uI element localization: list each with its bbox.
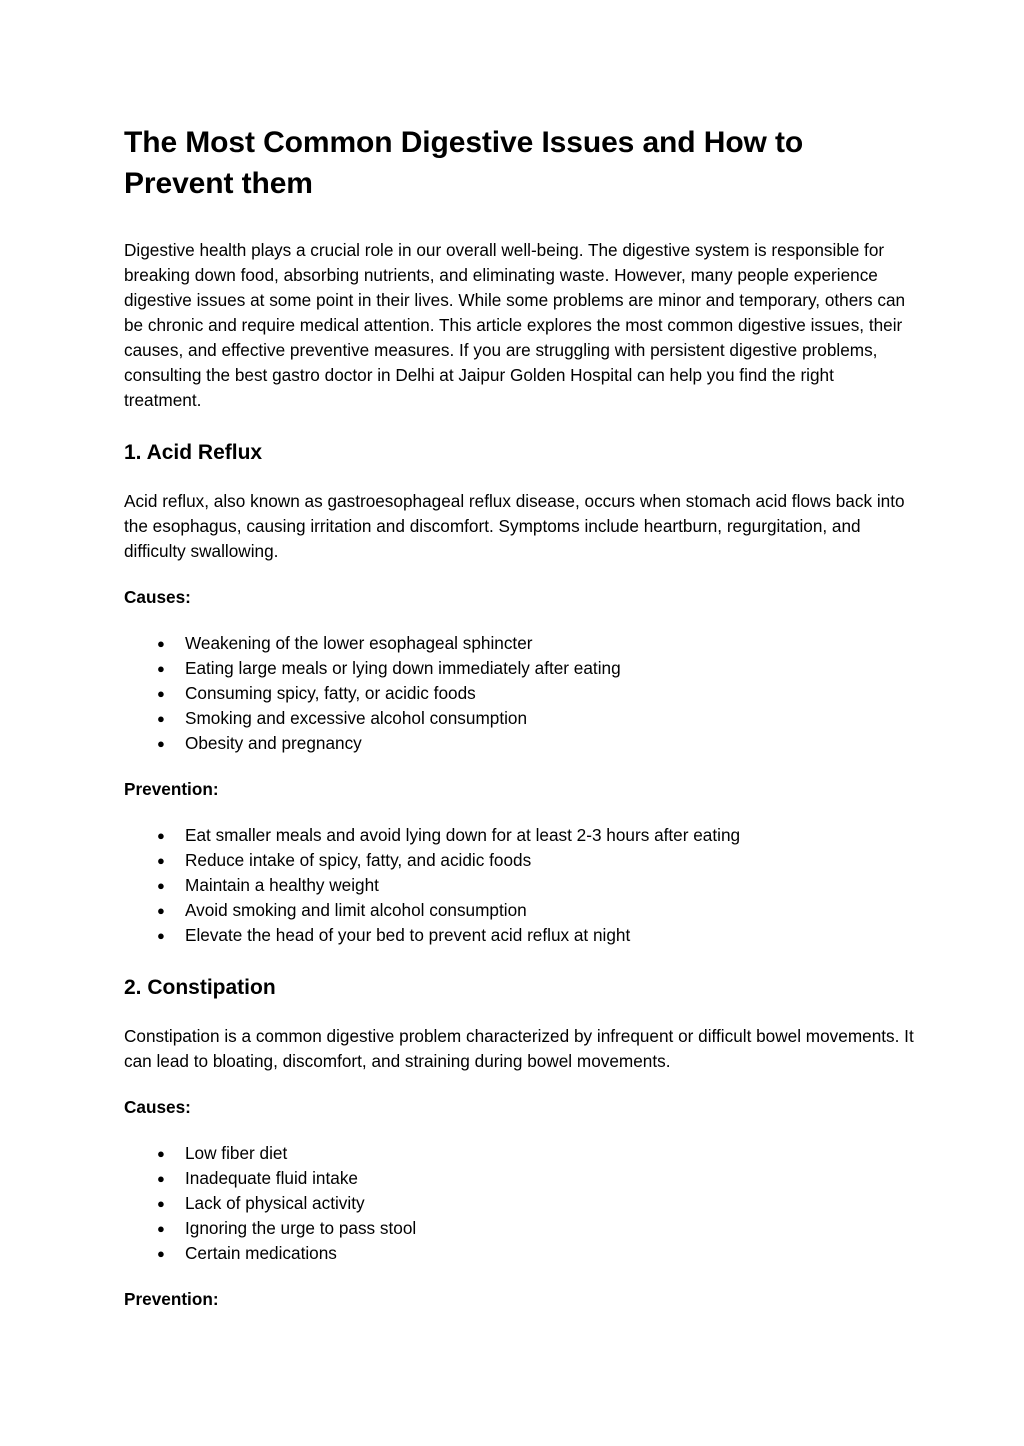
section-description-constipation: Constipation is a common digestive problem characterized by infrequent or difficult bowel movements. It can lead to bloating, discomfort, and straining during bowel movements. bbox=[124, 1026, 914, 1071]
bullet-icon: ● bbox=[157, 711, 165, 726]
list-item: ● Reduce intake of spicy, fatty, and acidic foods bbox=[124, 848, 914, 873]
list-item: ● Consuming spicy, fatty, or acidic foods bbox=[124, 681, 914, 706]
prevention-label-acid-reflux: Prevention: bbox=[124, 779, 219, 799]
bullet-icon: ● bbox=[157, 903, 165, 918]
list-item: ● Smoking and excessive alcohol consumption bbox=[124, 706, 914, 731]
bullet-icon: ● bbox=[157, 736, 165, 751]
bullet-icon: ● bbox=[157, 686, 165, 701]
document-title: The Most Common Digestive Issues and How to Prevent them bbox=[124, 126, 804, 200]
list-item: ● Maintain a healthy weight bbox=[124, 873, 914, 898]
bullet-icon: ● bbox=[157, 661, 165, 676]
list-item: ● Low fiber diet bbox=[124, 1141, 914, 1166]
bullet-icon: ● bbox=[157, 878, 165, 893]
causes-label-constipation: Causes: bbox=[124, 1097, 191, 1117]
section-heading-acid-reflux: 1. Acid Reflux bbox=[124, 441, 263, 464]
prevention-label-constipation: Prevention: bbox=[124, 1289, 219, 1309]
list-item: ● Elevate the head of your bed to prevent acid reflux at night bbox=[124, 923, 914, 948]
bullet-icon: ● bbox=[157, 636, 165, 651]
list-item: ● Avoid smoking and limit alcohol consumption bbox=[124, 898, 914, 923]
list-item: ● Eat smaller meals and avoid lying down for at least 2-3 hours after eating bbox=[124, 823, 914, 848]
bullet-icon: ● bbox=[157, 853, 165, 868]
section-heading-constipation: 2. Constipation bbox=[124, 976, 276, 999]
bullet-icon: ● bbox=[157, 828, 165, 843]
document-page bbox=[124, 122, 914, 1312]
list-item: ● Obesity and pregnancy bbox=[124, 731, 914, 756]
list-item: ● Eating large meals or lying down immediately after eating bbox=[124, 656, 914, 681]
causes-list-acid-reflux bbox=[124, 631, 914, 756]
list-item: ● Weakening of the lower esophageal sphincter bbox=[124, 631, 914, 656]
list-item: ● Ignoring the urge to pass stool bbox=[124, 1216, 914, 1241]
bullet-icon: ● bbox=[157, 928, 165, 943]
bullet-icon: ● bbox=[157, 1246, 165, 1261]
list-item: ● Inadequate fluid intake bbox=[124, 1166, 914, 1191]
section-description-acid-reflux: Acid reflux, also known as gastroesophageal reflux disease, occurs when stomach acid flows back into the esophagus, causing irritation and discomfort. Symptoms include heartburn, regurgitation, and difficulty swallowing. bbox=[124, 491, 905, 561]
causes-list-constipation bbox=[124, 1141, 914, 1266]
causes-label-acid-reflux: Causes: bbox=[124, 587, 191, 607]
list-item: ● Lack of physical activity bbox=[124, 1191, 914, 1216]
list-item: ● Certain medications bbox=[124, 1241, 914, 1266]
bullet-icon: ● bbox=[157, 1146, 165, 1161]
prevention-list-acid-reflux bbox=[124, 823, 914, 948]
intro-paragraph: Digestive health plays a crucial role in our overall well-being. The digestive system is responsible for breaking down food, absorbing nutrients, and eliminating waste. However, many people experience digestive issues at some point in their lives. While some problems are minor and temporary, others can be chronic and require medical attention. This article explores the most common digestive issues, their causes, and effective preventive measures. If you are struggling with persistent digestive problems, consulting the best gastro doctor in Delhi at Jaipur Golden Hospital can help you find the right treatment. bbox=[124, 240, 906, 410]
bullet-icon: ● bbox=[157, 1221, 165, 1236]
bullet-icon: ● bbox=[157, 1196, 165, 1211]
bullet-icon: ● bbox=[157, 1171, 165, 1186]
